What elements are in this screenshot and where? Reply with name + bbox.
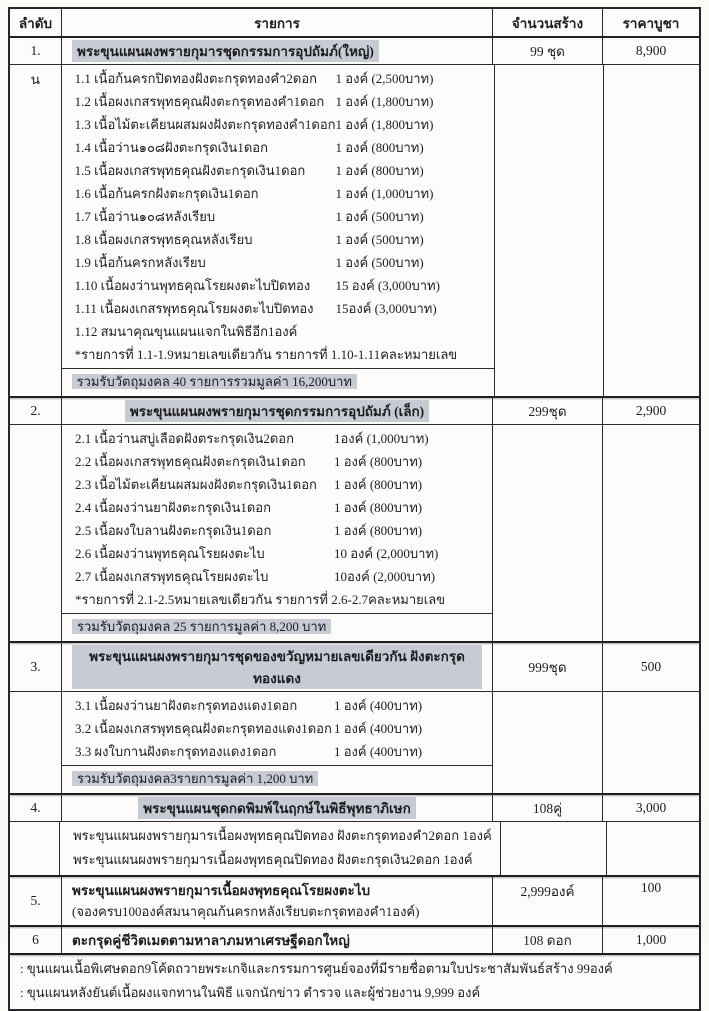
- quantity-value: 108 ดอก: [493, 927, 603, 953]
- item-quantity-price: 15 องค์ (3,000บาท): [335, 278, 440, 293]
- item-quantity-price: 1 องค์ (800บาท): [335, 140, 424, 155]
- item-description: 1.3 เนื้อไม้ตะเคียนผสมผงฝังตะกรุดทองคำ1ดอก: [74, 117, 336, 132]
- section-title: พระขุนแผนผงพรายกุมารชุดกรรมการอุปถัมภ์(ใหญ่): [72, 40, 379, 62]
- section-title-cell: [62, 877, 493, 925]
- price-value: 8,900: [635, 43, 667, 58]
- item-row: [62, 228, 494, 251]
- section-title: พระขุนแผนผงพรายกุมารเนื้อผงพุทธคุณโรยผงตะไบ: [72, 883, 371, 898]
- section-heading-row: [10, 927, 699, 955]
- item-quantity-price: 10องค์ (2,000บาท): [334, 569, 436, 584]
- quantity-value: 2,999องค์: [493, 877, 603, 925]
- section-index: 2.: [10, 398, 62, 424]
- item-row: [62, 427, 492, 450]
- item-description: 3.3 ผงใบกานฝังตะกรุดทองแดง1ดอก: [75, 744, 277, 759]
- section-subtitle: (จองครบ100องค์สมนาคุณก้นครกหลังเรียบตะกรุดทองคำ1องค์): [72, 904, 420, 919]
- item-row: [62, 717, 492, 740]
- section-heading-row: [10, 877, 699, 927]
- item-row: [62, 136, 494, 159]
- quantity-cell-empty: [493, 425, 603, 641]
- price-cell-empty: [604, 65, 699, 396]
- section-items-cell: [62, 65, 495, 396]
- item-row: [62, 274, 494, 297]
- item-row: [62, 182, 494, 205]
- quantity-value: 299ชุด: [493, 398, 603, 424]
- header-col-index: ลำดับ: [10, 9, 62, 36]
- header-col-items: รายการ: [62, 9, 493, 36]
- section-index: 5.: [10, 877, 62, 925]
- item-row: [62, 565, 492, 588]
- section-body-row: [10, 692, 699, 795]
- item-quantity-price: 15องค์ (3,000บาท): [335, 301, 437, 316]
- table-header-row: [10, 9, 699, 38]
- section-side-mark: [10, 692, 62, 793]
- section-side-mark: น: [10, 65, 62, 396]
- item-quantity-price: 1 องค์ (400บาท): [334, 744, 423, 759]
- section-body-row: [10, 425, 699, 643]
- item-quantity-price: 1 องค์ (400บาท): [334, 721, 423, 736]
- item-description: 3.1 เนื้อผงว่านยาฝังตะกรุดทองแดง1ดอก: [75, 698, 298, 713]
- section-note: *รายการที่ 1.1-1.9หมายเลขเดียวกัน รายการที่ 1.10-1.11คละหมายเลข: [74, 347, 458, 362]
- item-description: 1.11 เนื้อผงเกสรพุทธคุณโรยผงตะไบปิดทอง: [74, 301, 314, 316]
- item-row: [62, 450, 492, 473]
- price-value: 2,900: [635, 403, 667, 418]
- section-side-mark: [10, 425, 62, 641]
- item-description: 1.7 เนื้อว่าน๑๐๘หลังเรียบ: [74, 209, 216, 224]
- section-index: 3.: [10, 643, 62, 691]
- item-quantity-price: 1 องค์ (1,000บาท): [335, 186, 434, 201]
- price-table: [8, 7, 701, 1011]
- header-col-price: ราคาบูชา: [622, 15, 680, 31]
- section-heading-row: [10, 795, 699, 822]
- section-title: พระขุนแผนผงพรายกุมารชุดกรรมการอุปถัมภ์ (เล็ก): [125, 400, 429, 422]
- price-value: 1,000: [635, 932, 667, 947]
- section-items-cell: [62, 425, 493, 641]
- item-description: 2.3 เนื้อไม้ตะเคียนผสมผงฝังตะกรุดเงิน1ดอก: [75, 477, 317, 492]
- item-description: พระขุนแผนผงพรายกุมารเนื้อผงพุทธคุณปิดทอง ฝังตะกรุดเงิน2ดอก 1องค์: [73, 852, 473, 867]
- section-title-cell: [62, 398, 493, 424]
- item-row: [62, 473, 492, 496]
- item-quantity-price: 1 องค์ (500บาท): [335, 209, 424, 224]
- price-cell-empty: [607, 822, 699, 875]
- item-quantity-price: 1 องค์ (500บาท): [335, 255, 424, 270]
- item-quantity-price: 1 องค์ (800บาท): [334, 477, 423, 492]
- item-description: 2.5 เนื้อผงใบลานฝังตะกรุดเงิน1ดอก: [75, 523, 272, 538]
- price-value: 100: [640, 880, 662, 895]
- item-description: 1.2 เนื้อผงเกสรพุทธคุณฝังตะกรุดทองคำ1ดอก: [74, 94, 325, 109]
- quantity-cell-empty: [495, 65, 604, 396]
- item-quantity-price: 1 องค์ (400บาท): [334, 698, 423, 713]
- quantity-value: 108คู่: [493, 795, 603, 821]
- quantity-cell-empty: [493, 692, 603, 793]
- section-side-mark: [10, 822, 60, 875]
- section-index: 6: [10, 927, 62, 953]
- item-description: 2.2 เนื้อผงเกสรพุทธคุณฝังตะกรุดเงิน1ดอก: [75, 454, 306, 469]
- item-row: [62, 159, 494, 182]
- section-total-row: [62, 613, 492, 638]
- section-heading-row: [10, 643, 699, 692]
- quantity-cell-empty: [501, 822, 607, 875]
- header-col-quantity: จำนวนสร้าง: [493, 9, 603, 36]
- section-total: รวมรับวัตถุมงคล 40 รายการรวมมูลค่า 16,200บาท: [72, 374, 357, 389]
- item-quantity-price: 1 องค์ (800บาท): [334, 523, 423, 538]
- item-row: [62, 740, 492, 763]
- item-row: [62, 205, 494, 228]
- section-title: พระขุนแผนผงพรายกุมารชุดของขวัญหมายเลขเดียวกัน ฝังตะกรุดทองแดง: [72, 645, 482, 689]
- item-description: 1.9 เนื้อก้นครกหลังเรียบ: [74, 255, 206, 270]
- section-title-cell: [62, 927, 493, 953]
- item-quantity-price: 1 องค์ (800บาท): [334, 500, 423, 515]
- section-title: พระขุนแผนชุดกดพิมพ์ในฤกษ์ในพิธีพุทธาภิเษก: [138, 797, 416, 819]
- item-row: [62, 542, 492, 565]
- section-total: รวมรับวัตถุมงคล 25 รายการมูลค่า 8,200 บาท: [72, 619, 331, 634]
- item-row: [62, 67, 494, 90]
- item-quantity-price: [336, 320, 486, 343]
- item-row: [62, 251, 494, 274]
- price-value: 500: [640, 659, 662, 674]
- item-quantity-price: 1 องค์ (800บาท): [334, 454, 423, 469]
- item-row: [62, 90, 494, 113]
- item-quantity-price: 1องค์ (1,000บาท): [334, 431, 429, 446]
- section-title-cell: [62, 795, 493, 821]
- item-quantity-price: 1 องค์ (500บาท): [335, 232, 424, 247]
- section-total: รวมรับวัตถุมงคล3รายการมูลค่า 1,200 บาท: [72, 771, 318, 786]
- item-description: 1.12 สมนาคุณขุนแผนแจกในพิธีอีก1องค์: [74, 324, 298, 339]
- item-description: 1.5 เนื้อผงเกสรพุทธคุณฝังตะกรุดเงิน1ดอก: [74, 163, 306, 178]
- section-index: 4.: [10, 795, 62, 821]
- price-value: 3,000: [635, 800, 667, 815]
- section-title-cell: [62, 643, 493, 691]
- quantity-value: 99 ชุด: [493, 38, 603, 64]
- item-description: 2.7 เนื้อผงเกสรพุทธคุณโรยผงตะไบ: [75, 569, 269, 584]
- item-row: [62, 113, 494, 136]
- quantity-value: 999ชุด: [493, 643, 603, 691]
- sections: [10, 38, 699, 955]
- item-description: 1.4 เนื้อว่าน๑๐๘ฝังตะกรุดเงิน1ดอก: [74, 140, 268, 155]
- section-total-row: [62, 765, 492, 790]
- section-title: ตะกรุดคู่ชีวิตเมตตามหาลาภมหาเศรษฐีดอกใหญ่: [72, 933, 350, 948]
- item-row: [62, 297, 494, 320]
- section-total-row: [62, 368, 494, 393]
- footer-note-line: : ขุนแผนเนื้อพิเศษดอก9โค้ดถวายพระเกจิและกรรมการศูนย์จองที่มีรายชื่อตามใบประชาสัมพันธ์สร้าง 99องค์: [20, 961, 613, 976]
- table-footer: [10, 955, 699, 1009]
- section-heading-row: [10, 38, 699, 65]
- section-note: *รายการที่ 2.1-2.5หมายเลขเดียวกัน รายการที่ 2.6-2.7คละหมายเลข: [75, 592, 446, 607]
- price-cell-empty: [603, 425, 699, 641]
- item-row: [62, 320, 494, 343]
- item-description: 3.2 เนื้อผงเกสรพุทธคุณฝังตะกรุดทองแดง1ดอก: [75, 721, 332, 736]
- item-description: 1.6 เนื้อก้นครกฝังตะกรุดเงิน1ดอก: [74, 186, 259, 201]
- item-quantity-price: 10 องค์ (2,000บาท): [334, 546, 439, 561]
- section-body-row: [10, 65, 699, 398]
- item-description: พระขุนแผนผงพรายกุมารเนื้อผงพุทธคุณปิดทอง ฝังตะกรุดทองคำ2ดอก 1องค์: [73, 828, 492, 843]
- price-cell-empty: [603, 692, 699, 793]
- section-heading-row: [10, 398, 699, 425]
- item-description: 2.1 เนื้อว่านสบู่เลือดฝังตระกรุดเงิน2ดอก: [75, 431, 294, 446]
- section-body-row: [10, 822, 699, 877]
- item-description: 1.10 เนื้อผงว่านพุทธคุณโรยผงตะไบปิดทอง: [74, 278, 311, 293]
- item-row: [62, 519, 492, 542]
- item-row: [62, 496, 492, 519]
- item-description: 1.8 เนื้อผงเกสรพุทธคุณหลังเรียบ: [74, 232, 253, 247]
- section-index: 1.: [10, 38, 62, 64]
- item-description: 2.6 เนื้อผงว่านพุทธคุณโรยผงตะไบ: [75, 546, 265, 561]
- section-items-cell: [60, 822, 501, 875]
- section-title-cell: [62, 38, 493, 64]
- item-description: 1.1 เนื้อก้นครกปิดทองฝังตะกรุดทองคำ2ดอก: [74, 71, 318, 86]
- section-items-cell: [62, 692, 493, 793]
- item-quantity-price: 1 องค์ (1,800บาท): [335, 117, 434, 132]
- item-quantity-price: 1 องค์ (1,800บาท): [335, 94, 434, 109]
- item-row: [62, 694, 492, 717]
- item-quantity-price: 1 องค์ (2,500บาท): [335, 71, 434, 86]
- item-quantity-price: 1 องค์ (800บาท): [335, 163, 424, 178]
- item-description: 2.4 เนื้อผงว่านยาฝังตะกรุดเงิน1ดอก: [75, 500, 271, 515]
- footer-note-line: : ขุนแผนหลังยันต์เนื้อผงแจกทานในพิธี แจกนักข่าว ตำรวจ และผู้ช่วยงาน 9,999 องค์: [20, 985, 481, 1000]
